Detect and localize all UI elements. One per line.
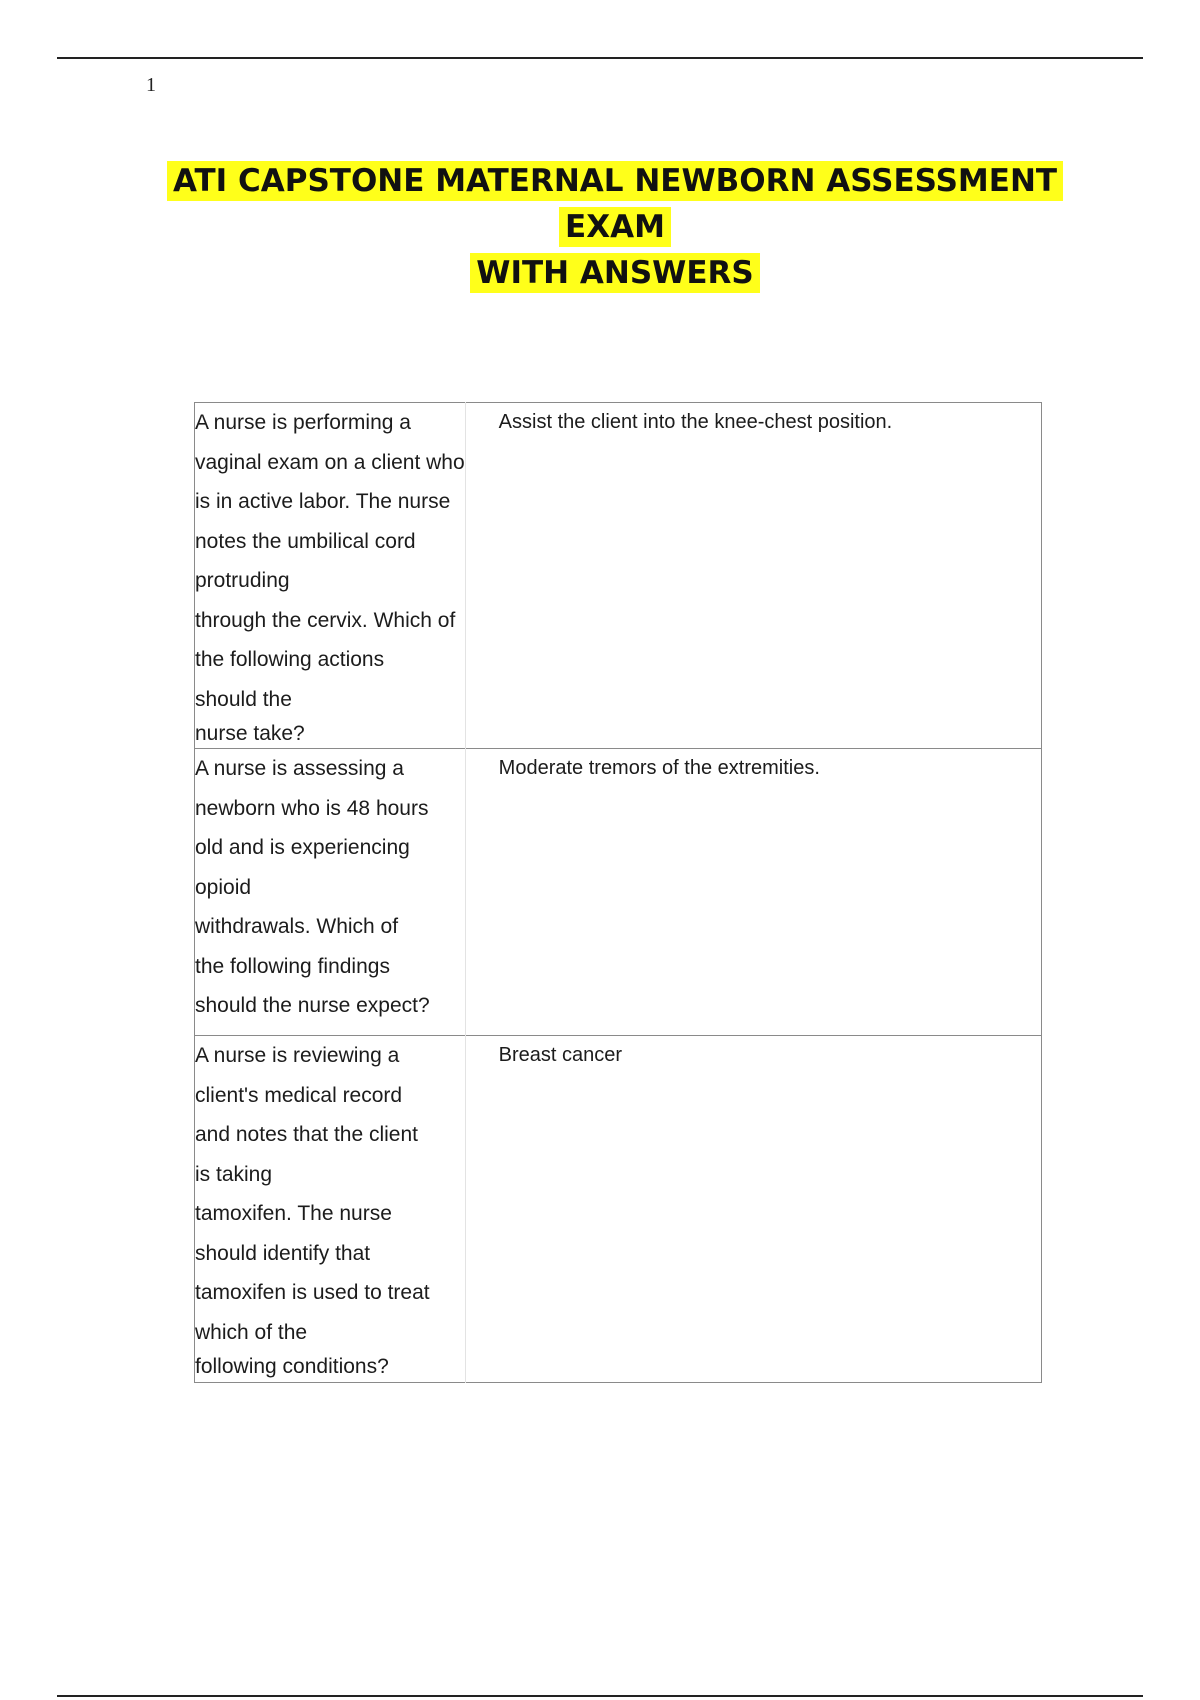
question-line: should identify that xyxy=(195,1241,371,1265)
footer-rule xyxy=(57,1695,1143,1697)
question-line: A nurse is performing a xyxy=(195,411,411,434)
question-line: tamoxifen is used to treat xyxy=(195,1281,430,1304)
question-answer-table xyxy=(194,402,1042,1383)
question-line: A nurse is assessing a xyxy=(195,757,404,780)
question-line: withdrawals. Which of xyxy=(195,915,399,938)
header-rule xyxy=(57,57,1143,59)
question-line: following conditions? xyxy=(195,1355,389,1378)
question-line: client's medical record xyxy=(195,1083,403,1107)
document-title xyxy=(140,158,1090,296)
question-cell xyxy=(195,1036,466,1383)
question-line: the following findings xyxy=(195,954,390,978)
question-line: A nurse is reviewing a xyxy=(195,1044,400,1067)
answer-text: Assist the client into the knee-chest position. xyxy=(498,411,893,433)
title-line-2: WITH ANSWERS xyxy=(470,253,759,293)
question-line: notes the umbilical cord xyxy=(195,529,416,553)
table-row xyxy=(195,403,1042,749)
question-line: protruding xyxy=(195,569,290,592)
question-line: nurse take? xyxy=(195,722,305,745)
question-line: newborn who is 48 hours xyxy=(195,796,429,820)
question-line: the following actions xyxy=(195,648,385,671)
answer-text: Moderate tremors of the extremities. xyxy=(498,757,820,779)
question-line: should the xyxy=(195,687,292,711)
question-line: old and is experiencing xyxy=(195,836,410,859)
answer-cell xyxy=(465,1036,1041,1383)
answer-text: Breast cancer xyxy=(498,1044,623,1066)
title-line-1: ATI CAPSTONE MATERNAL NEWBORN ASSESSMENT EXAM xyxy=(167,161,1063,247)
question-line: which of the xyxy=(195,1320,308,1344)
table-row xyxy=(195,1036,1042,1383)
question-line: should the nurse expect? xyxy=(195,994,430,1017)
table-row xyxy=(195,749,1042,1036)
question-line: is taking xyxy=(195,1162,273,1186)
question-line: opioid xyxy=(195,875,252,899)
question-line: is in active labor. The nurse xyxy=(195,490,451,513)
question-cell xyxy=(195,403,466,749)
question-line: through the cervix. Which of xyxy=(195,608,456,632)
answer-cell xyxy=(465,403,1041,749)
question-line: vaginal exam on a client who xyxy=(195,450,465,474)
question-line: tamoxifen. The nurse xyxy=(195,1202,392,1225)
question-cell xyxy=(195,749,466,1036)
question-line: and notes that the client xyxy=(195,1123,418,1146)
page-number: 1 xyxy=(146,74,156,96)
answer-cell xyxy=(465,749,1041,1036)
